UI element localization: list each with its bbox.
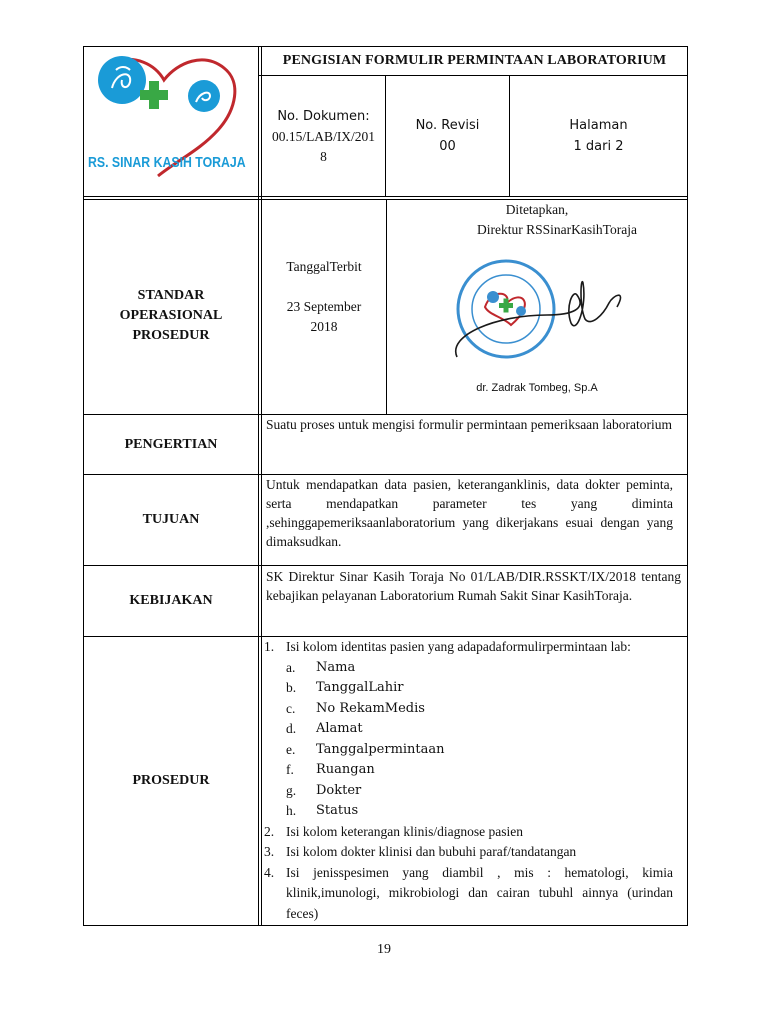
heart-logo-icon bbox=[86, 48, 256, 194]
subitem-letter: d. bbox=[286, 721, 297, 736]
hospital-stamp-icon bbox=[387, 245, 687, 395]
issue-date-line-2: 2018 bbox=[310, 319, 338, 334]
revision-label: No. Revisi bbox=[415, 118, 480, 133]
procedure-step-2 bbox=[264, 822, 674, 843]
page-label: Halaman bbox=[569, 118, 628, 133]
procedure-step-3 bbox=[264, 842, 674, 863]
approval-cell bbox=[387, 200, 687, 414]
tujuan-label: TUJUAN bbox=[142, 512, 200, 527]
revision-value: 00 bbox=[439, 139, 456, 154]
step-text: Isi kolom dokter klinisi dan bubuhi paraf/tandatangan bbox=[286, 844, 577, 859]
subitem-text: Dokter bbox=[316, 782, 362, 798]
doc-number-cell bbox=[262, 107, 385, 167]
subitem-text: Alamat bbox=[316, 721, 363, 736]
subitem-letter: c. bbox=[286, 700, 296, 716]
step-number: 3. bbox=[264, 844, 275, 859]
sop-label-line-1: STANDAR bbox=[137, 288, 205, 303]
procedure-subitem bbox=[264, 760, 674, 781]
col-divider-b bbox=[261, 46, 262, 926]
tujuan-text: Untuk mendapatkan data pasien, keteranganklinis, data dokter peminta, serta mendapatkan parameter tes yang diminta ,sehinggapemeriksaanlaboratorium yang dikerjakans esuai dengan yang dimaksudkan. bbox=[266, 477, 673, 549]
approval-line-1: Ditetapkan, bbox=[505, 202, 569, 217]
subitem-text: Status bbox=[316, 803, 359, 818]
subitem-letter: b. bbox=[286, 680, 297, 695]
subitem-letter: g. bbox=[286, 782, 297, 798]
procedure-step-1 bbox=[264, 637, 674, 658]
subitem-text: Tanggalpermintaan bbox=[316, 741, 445, 757]
subitem-letter: h. bbox=[286, 803, 297, 818]
procedure-subitem bbox=[264, 781, 674, 802]
procedure-subitem bbox=[264, 658, 674, 679]
subitem-text: Ruangan bbox=[316, 762, 375, 777]
table-border-right bbox=[687, 46, 688, 926]
procedure-subitem bbox=[264, 740, 674, 761]
doc-number-label: No. Dokumen: bbox=[277, 109, 370, 124]
procedure-subitem bbox=[264, 699, 674, 720]
page-cell bbox=[510, 115, 687, 157]
step-text: Isi kolom identitas pasien yang adapadaformulirpermintaan lab: bbox=[286, 639, 631, 654]
hospital-logo bbox=[86, 48, 256, 194]
sop-label bbox=[84, 286, 258, 346]
procedure-subitem bbox=[264, 678, 674, 699]
title-divider bbox=[258, 75, 688, 76]
subitem-text: Nama bbox=[316, 659, 356, 675]
step-text: Isi jenisspesimen yang diambil , mis : hematologi, kimia klinik,imunologi, mikrobiologi dan cairan tubuhl ainnya (urindan feces) bbox=[286, 864, 673, 921]
subitem-letter: a. bbox=[286, 659, 296, 675]
procedure-step-4 bbox=[264, 863, 674, 925]
table-border-bottom bbox=[83, 925, 688, 926]
doc-number-value-2: 8 bbox=[320, 149, 327, 164]
revision-cell bbox=[386, 115, 509, 157]
issue-date-label: TanggalTerbit bbox=[286, 259, 362, 274]
col-divider-a bbox=[258, 46, 259, 926]
procedure-list bbox=[264, 637, 674, 924]
approval-line-2: Direktur RSSinarKasihToraja bbox=[477, 222, 637, 237]
step-number: 2. bbox=[264, 823, 275, 839]
subitem-letter: e. bbox=[286, 741, 296, 757]
sop-label-line-2: OPERASIONAL bbox=[119, 308, 223, 323]
doc-number-value-1: 00.15/LAB/IX/201 bbox=[271, 129, 376, 144]
procedure-subitem bbox=[264, 719, 674, 740]
subitem-letter: f. bbox=[286, 762, 294, 777]
subitem-text: TanggalLahir bbox=[316, 680, 404, 695]
step-number: 1. bbox=[264, 639, 275, 654]
step-number: 4. bbox=[264, 864, 275, 880]
prosedur-label: PROSEDUR bbox=[132, 773, 210, 788]
procedure-subitem bbox=[264, 801, 674, 822]
pengertian-label: PENGERTIAN bbox=[124, 436, 218, 452]
page-value: 1 dari 2 bbox=[573, 139, 624, 154]
page-number: 19 bbox=[377, 942, 391, 957]
procedure-subitems bbox=[264, 658, 674, 822]
pengertian-text: Suatu proses untuk mengisi formulir permintaan pemeriksaan laboratorium bbox=[266, 417, 673, 432]
step-text: Isi kolom keterangan klinis/diagnose pasien bbox=[286, 823, 523, 839]
sop-label-line-3: PROSEDUR bbox=[132, 328, 210, 343]
kebijakan-text: SK Direktur Sinar Kasih Toraja No 01/LAB/DIR.RSSKT/IX/2018 tentang kebajikan pelayanan Laboratorium Rumah Sakit Sinar KasihToraja. bbox=[266, 569, 681, 603]
signatory-name: dr. Zadrak Tombeg, Sp.A bbox=[476, 382, 598, 394]
document-title: PENGISIAN FORMULIR PERMINTAAN LABORATORIUM bbox=[282, 53, 667, 68]
issue-date-line-1: 23 September bbox=[286, 299, 362, 314]
subitem-text: No RekamMedis bbox=[316, 700, 425, 716]
kebijakan-label: KEBIJAKAN bbox=[129, 593, 213, 608]
issue-date-cell bbox=[262, 257, 386, 337]
logo-text: RS. SINAR KASIH TORAJA bbox=[88, 154, 246, 171]
